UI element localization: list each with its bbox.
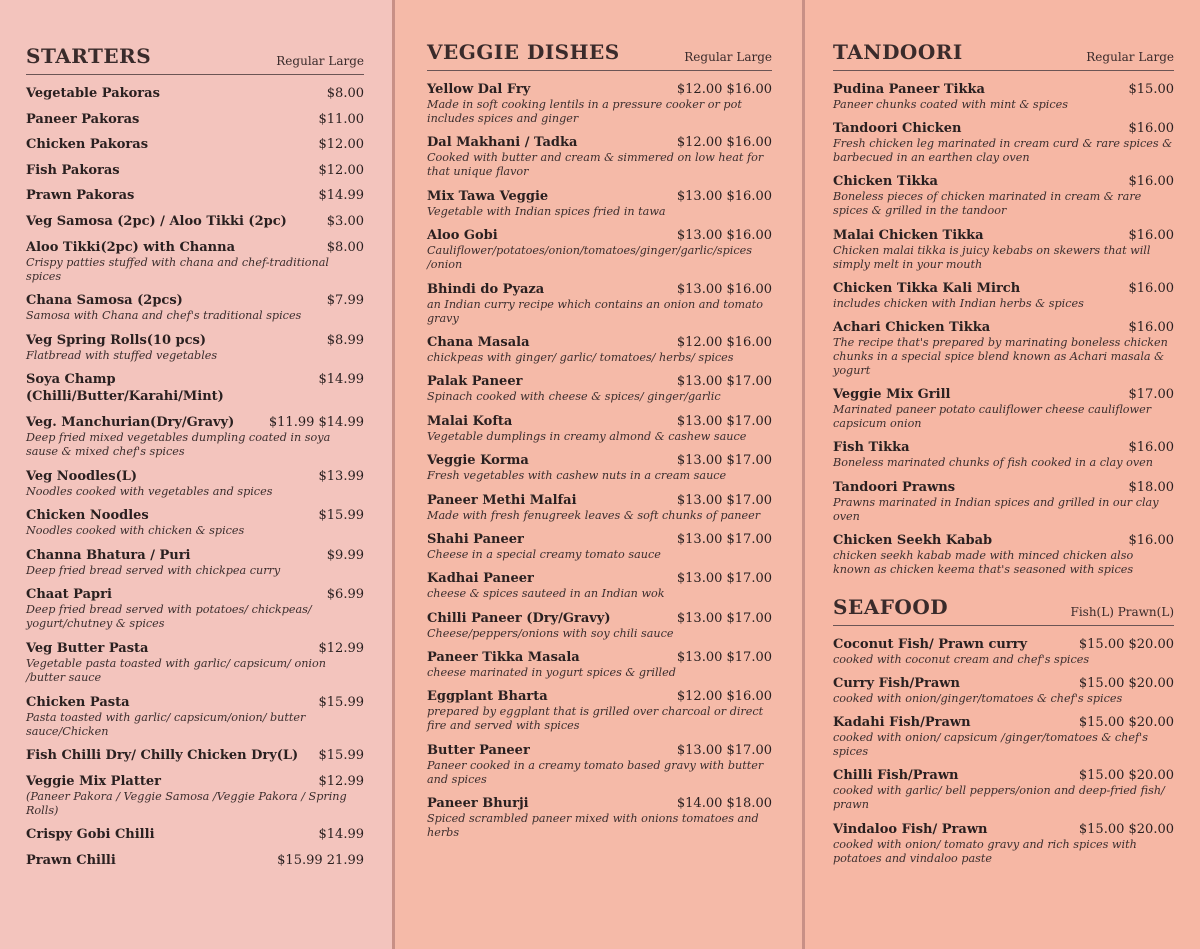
menu-item-name: Paneer Tikka Masala xyxy=(427,650,580,666)
menu-item-row xyxy=(26,826,364,843)
menu-item-row xyxy=(26,773,364,790)
menu-item-row xyxy=(26,332,364,349)
menu-item-description: Vegetable pasta toasted with garlic/ capsicum/ onion /butter sauce xyxy=(26,656,326,684)
menu-item-description: Made with fresh fenugreek leaves & soft chunks of paneer xyxy=(427,508,761,522)
menu-item-price: $15.00 $20.00 xyxy=(1078,715,1174,731)
menu-item-row xyxy=(833,386,1174,403)
menu-item-row xyxy=(26,187,364,204)
menu-item-price: $13.00 $16.00 xyxy=(676,281,772,297)
menu-item-row xyxy=(833,636,1174,653)
menu-item-row xyxy=(833,714,1174,731)
seafood-list xyxy=(833,636,1174,866)
menu-item-price: $12.00 xyxy=(318,137,364,153)
menu-item-row xyxy=(427,742,772,759)
menu-item-price: $13.00 $17.00 xyxy=(676,492,772,508)
menu-item xyxy=(26,586,364,631)
menu-item xyxy=(833,386,1174,431)
menu-item-price: $12.00 $16.00 xyxy=(676,334,772,350)
menu-item xyxy=(26,111,364,128)
menu-item xyxy=(833,120,1174,165)
menu-item xyxy=(26,694,364,739)
menu-item xyxy=(26,640,364,685)
menu-item xyxy=(26,292,364,323)
menu-item-price: $7.99 xyxy=(326,293,364,309)
menu-item xyxy=(427,610,772,641)
menu-item xyxy=(26,213,364,230)
section-columns: Regular Large xyxy=(276,54,364,68)
menu-item xyxy=(833,81,1174,112)
menu-item-price: $14.99 xyxy=(318,827,364,843)
menu-item-price: $15.99 21.99 xyxy=(277,852,364,868)
menu-item xyxy=(26,414,364,459)
menu-item-description: Noodles cooked with chicken & spices xyxy=(26,524,245,538)
menu-item-name: Mix Tawa Veggie xyxy=(427,188,549,204)
menu-item-row xyxy=(427,373,772,390)
menu-item-price: $13.00 $17.00 xyxy=(676,610,772,626)
menu-item-name: Eggplant Bharta xyxy=(427,689,548,705)
menu-item-description: Cheese in a special creamy tomato sauce xyxy=(427,547,661,561)
menu-item-price: $16.00 xyxy=(1128,227,1174,243)
menu-item-price: $8.99 xyxy=(326,332,364,348)
menu-item-price: $16.00 xyxy=(1128,532,1174,548)
menu-item-name: Veg Spring Rolls(10 pcs) xyxy=(26,332,207,348)
section-title: TANDOORI xyxy=(833,40,963,64)
menu-item-price: $13.00 $16.00 xyxy=(676,228,772,244)
menu-item-description: Chicken malai tikka is juicy kebabs on skewers that will simply melt in your mouth xyxy=(833,243,1151,271)
menu-item-price: $13.00 $17.00 xyxy=(676,413,772,429)
menu-item-price: $8.00 xyxy=(326,86,364,101)
menu-item-name: Veg Noodles(L) xyxy=(26,468,138,484)
menu-item-price: $14.99 xyxy=(318,372,364,388)
menu-item-description: Boneless marinated chunks of fish cooked in a clay oven xyxy=(833,456,1153,470)
menu-item-name: Veg. Manchurian(Dry/Gravy) xyxy=(26,414,235,430)
menu-item-name: Tandoori Chicken xyxy=(833,121,962,137)
menu-item-description: cooked with onion/ tomato gravy and rich spices with potatoes and vindaloo paste xyxy=(833,837,1137,865)
menu-item-price: $3.00 xyxy=(326,213,364,229)
menu-item xyxy=(833,714,1174,759)
menu-item-description: Prawns marinated in Indian spices and grilled in our clay oven xyxy=(833,495,1159,523)
menu-item-row xyxy=(833,120,1174,137)
menu-item-name: Chicken Seekh Kabab xyxy=(833,532,993,548)
menu-item-price: $13.00 $17.00 xyxy=(676,531,772,547)
menu-item-description: cooked with onion/ capsicum /ginger/tomatoes & chef's spices xyxy=(833,731,1148,759)
menu-item-name: Butter Paneer xyxy=(427,742,530,758)
menu-item xyxy=(427,227,772,272)
menu-item-name: Chilli Fish/Prawn xyxy=(833,768,959,784)
menu-item-description: Cauliflower/potatoes/onion/tomatoes/ginger/garlic/spices /onion xyxy=(427,244,752,272)
menu-item-row xyxy=(26,136,364,153)
menu-item-description: Cheese/peppers/onions with soy chili sauce xyxy=(427,626,674,640)
menu-item-description: Vegetable dumplings in creamy almond & cashew sauce xyxy=(427,429,747,443)
menu-item-row xyxy=(427,81,772,98)
menu-item-name: Kadahi Fish/Prawn xyxy=(833,715,971,731)
menu-item-name: Chicken Tikka xyxy=(833,174,938,190)
menu-item-name: Chicken Pasta xyxy=(26,694,130,710)
menu-item-name: Chaat Papri xyxy=(26,587,112,603)
menu-item-row xyxy=(26,747,364,764)
menu-item-row xyxy=(427,413,772,430)
menu-item-row xyxy=(833,532,1174,549)
menu-item-description: chickpeas with ginger/ garlic/ tomatoes/ herbs/ spices xyxy=(427,350,734,364)
menu-item-name: Chicken Tikka Kali Mirch xyxy=(833,280,1021,296)
menu-item-row xyxy=(427,281,772,298)
menu-item-description: Deep fried mixed vegetables dumpling coated in soya sause & mixed chef's spices xyxy=(26,430,331,458)
tandoori-list xyxy=(833,81,1174,577)
menu-item-price: $16.00 xyxy=(1128,440,1174,456)
menu-item-price: $15.99 xyxy=(318,508,364,524)
menu-item-description: Pasta toasted with garlic/ capsicum/onion/ butter sauce/Chicken xyxy=(26,710,306,738)
menu-item-name: Fish Tikka xyxy=(833,440,910,456)
menu-item-name: Veggie Mix Grill xyxy=(833,387,951,403)
seafood-header xyxy=(833,595,1174,626)
menu-item-price: $18.00 xyxy=(1128,479,1174,495)
menu-item-description: Spiced scrambled paneer mixed with onions tomatoes and herbs xyxy=(427,812,759,840)
menu-item-name: Chicken Noodles xyxy=(26,508,149,524)
menu-item-row xyxy=(833,81,1174,98)
menu-item-row xyxy=(427,188,772,205)
menu-item xyxy=(26,136,364,153)
menu-item-name: Veg Samosa (2pc) / Aloo Tikki (2pc) xyxy=(26,213,287,229)
menu-item-row xyxy=(26,414,364,431)
menu-item xyxy=(833,821,1174,866)
menu-item xyxy=(427,570,772,601)
menu-item-price: $15.00 $20.00 xyxy=(1078,768,1174,784)
menu-item xyxy=(26,162,364,179)
menu-item-name: Prawn Pakoras xyxy=(26,188,135,204)
menu-item-name: Yellow Dal Fry xyxy=(427,82,531,97)
menu-item-price: $16.00 xyxy=(1128,174,1174,190)
menu-item-price: $15.99 xyxy=(318,694,364,710)
section-columns: Regular Large xyxy=(1086,50,1174,64)
menu-item-name: Channa Bhatura / Puri xyxy=(26,547,191,563)
menu-item-price: $12.00 xyxy=(318,162,364,178)
menu-item-description: Spinach cooked with cheese & spices/ ginger/garlic xyxy=(427,390,721,404)
menu-item-description: Flatbread with stuffed vegetables xyxy=(26,348,218,362)
menu-item-description: Samosa with Chana and chef's traditional spices xyxy=(26,309,302,323)
menu-item xyxy=(427,649,772,680)
starters-list xyxy=(26,85,364,869)
menu-item-row xyxy=(26,213,364,230)
menu-item-price: $15.00 $20.00 xyxy=(1078,636,1174,652)
menu-item-row xyxy=(427,795,772,812)
menu-item-row xyxy=(26,162,364,179)
menu-item-description: Paneer chunks coated with mint & spices xyxy=(833,98,1068,111)
menu-item-description: Noodles cooked with vegetables and spices xyxy=(26,484,273,498)
section-title: STARTERS xyxy=(26,44,152,68)
menu-item xyxy=(833,173,1174,218)
menu-item-description: Fresh chicken leg marinated in cream curd & rare spices & barbecued in an earthen clay oven xyxy=(833,137,1173,165)
menu-item-name: Pudina Paneer Tikka xyxy=(833,82,985,97)
menu-item-description: cooked with coconut cream and chef's spices xyxy=(833,652,1090,666)
menu-item-name: Achari Chicken Tikka xyxy=(833,319,991,335)
menu-item xyxy=(26,826,364,843)
menu-item-row xyxy=(833,675,1174,692)
veggie-panel xyxy=(395,0,802,949)
menu-item-description: an Indian curry recipe which contains an onion and tomato gravy xyxy=(427,297,764,325)
menu-item xyxy=(26,239,364,284)
menu-item-row xyxy=(26,239,364,256)
menu-item-name: Veggie Mix Platter xyxy=(26,773,161,789)
menu-item xyxy=(26,547,364,578)
menu-item-row xyxy=(26,371,364,405)
menu-item xyxy=(427,373,772,404)
menu-item-name: Bhindi do Pyaza xyxy=(427,281,545,297)
menu-item-name: Fish Pakoras xyxy=(26,162,120,178)
menu-item-name: Malai Chicken Tikka xyxy=(833,227,984,243)
menu-item xyxy=(427,334,772,365)
menu-item-row xyxy=(833,439,1174,456)
menu-item-description: Cooked with butter and cream & simmered on low heat for that unique flavor xyxy=(427,151,764,179)
menu-item-price: $14.00 $18.00 xyxy=(676,796,772,812)
menu-item-price: $16.00 xyxy=(1128,319,1174,335)
menu-item-row xyxy=(833,767,1174,784)
menu-item xyxy=(427,492,772,523)
menu-item-description: Made in soft cooking lentils in a pressure cooker or pot includes spices and ginger xyxy=(427,98,742,125)
menu-item-price: $12.00 $16.00 xyxy=(676,135,772,151)
menu-item-row xyxy=(427,570,772,587)
menu-item-row xyxy=(833,479,1174,496)
menu-item xyxy=(26,468,364,499)
tandoori-seafood-panel xyxy=(805,0,1200,949)
menu-item xyxy=(427,188,772,219)
section-title: VEGGIE DISHES xyxy=(427,40,620,64)
menu-item xyxy=(427,134,772,179)
menu-item-description: cheese & spices sauteed in an Indian wok xyxy=(427,587,665,601)
menu-item-name: Chicken Pakoras xyxy=(26,137,149,153)
menu-item xyxy=(833,227,1174,272)
menu-item-name: Paneer Pakoras xyxy=(26,111,140,127)
veggie-header xyxy=(427,40,772,71)
menu-item xyxy=(833,675,1174,706)
menu-item-row xyxy=(427,688,772,705)
menu-item-price: $15.00 xyxy=(1128,82,1174,97)
menu-item-price: $11.00 xyxy=(318,111,364,127)
menu-item-price: $15.00 $20.00 xyxy=(1078,676,1174,692)
menu-item-row xyxy=(427,134,772,151)
menu-item-description: cooked with onion/ginger/tomatoes & chef's spices xyxy=(833,692,1123,706)
menu-item-price: $12.99 xyxy=(318,640,364,656)
menu-item-description: The recipe that's prepared by marinating boneless chicken chunks in a special spice blend known as Achari masala & yogurt xyxy=(833,335,1168,377)
menu-item-row xyxy=(26,694,364,711)
menu-item-name: Veg Butter Pasta xyxy=(26,640,149,656)
menu-item-price: $16.00 xyxy=(1128,280,1174,296)
starters-header xyxy=(26,44,364,75)
menu-item xyxy=(833,532,1174,577)
menu-item-name: Curry Fish/Prawn xyxy=(833,676,960,692)
menu-item-name: Aloo Gobi xyxy=(427,228,498,244)
menu-item-row xyxy=(427,610,772,627)
menu-item-price: $12.00 $16.00 xyxy=(676,82,772,97)
menu-item-name: Aloo Tikki(2pc) with Channa xyxy=(26,239,235,255)
menu-item xyxy=(26,747,364,764)
menu-item-name: Chana Masala xyxy=(427,334,530,350)
menu-item-row xyxy=(26,640,364,657)
menu-item xyxy=(427,281,772,326)
section-title: SEAFOOD xyxy=(833,594,949,619)
menu-item xyxy=(26,332,364,363)
menu-item-name: Veggie Korma xyxy=(427,453,529,469)
menu-item-price: $13.00 $17.00 xyxy=(676,742,772,758)
menu-item xyxy=(26,852,364,869)
menu-item-price: $13.00 $17.00 xyxy=(676,453,772,469)
menu-item-row xyxy=(26,507,364,524)
menu-item-name: Malai Kofta xyxy=(427,413,513,429)
menu-item-row xyxy=(26,468,364,485)
menu-item xyxy=(427,452,772,483)
menu-item-row xyxy=(26,111,364,128)
menu-item xyxy=(26,187,364,204)
menu-item-row xyxy=(427,649,772,666)
menu-item xyxy=(427,795,772,840)
menu-item-price: $11.99 $14.99 xyxy=(268,414,364,430)
menu-item xyxy=(833,439,1174,470)
menu-item-name: Crispy Gobi Chilli xyxy=(26,827,155,843)
menu-item xyxy=(26,507,364,538)
menu-item xyxy=(427,531,772,562)
menu-item-price: $13.00 $17.00 xyxy=(676,374,772,390)
menu-item-row xyxy=(833,173,1174,190)
menu-item-row xyxy=(427,334,772,351)
menu-item xyxy=(833,319,1174,378)
menu-item-name: Coconut Fish/ Prawn curry xyxy=(833,636,1028,652)
menu-item xyxy=(833,636,1174,667)
menu-item-description: cooked with garlic/ bell peppers/onion and deep-fried fish/ prawn xyxy=(833,784,1165,812)
menu-item-name: Dal Makhani / Tadka xyxy=(427,135,578,151)
menu-item-price: $12.00 $16.00 xyxy=(676,689,772,705)
menu-item-price: $9.99 xyxy=(326,547,364,563)
menu-item-name: Vegetable Pakoras xyxy=(26,86,160,101)
menu-item-name: Soya Champ (Chilli/Butter/Karahi/Mint) xyxy=(26,372,224,405)
menu-item-description: Boneless pieces of chicken marinated in cream & rare spices & grilled in the tandoor xyxy=(833,190,1142,218)
menu-item-price: $15.99 xyxy=(318,748,364,764)
menu-item-description: prepared by eggplant that is grilled over charcoal or direct fire and served with spices xyxy=(427,705,764,733)
menu-item-price: $15.00 $20.00 xyxy=(1078,821,1174,837)
menu-item-name: Palak Paneer xyxy=(427,374,523,390)
menu-item xyxy=(833,767,1174,812)
menu-item-name: Shahi Paneer xyxy=(427,531,524,547)
menu-item-description: Vegetable with Indian spices fried in tawa xyxy=(427,204,666,218)
starters-panel xyxy=(0,0,392,949)
menu-item-name: Chilli Paneer (Dry/Gravy) xyxy=(427,610,611,626)
menu-item-price: $13.00 $16.00 xyxy=(676,188,772,204)
menu-item xyxy=(427,742,772,787)
menu-item-row xyxy=(833,319,1174,336)
menu-item xyxy=(833,280,1174,311)
menu-item xyxy=(427,413,772,444)
menu-item xyxy=(26,773,364,818)
menu-item-name: Paneer Methi Malfai xyxy=(427,492,577,508)
menu-item-row xyxy=(427,452,772,469)
menu-item-price: $13.99 xyxy=(318,468,364,484)
menu-item-name: Chana Samosa (2pcs) xyxy=(26,293,183,309)
menu-item xyxy=(427,81,772,126)
menu-item-name: Tandoori Prawns xyxy=(833,479,956,495)
menu-item-price: $17.00 xyxy=(1128,387,1174,403)
veggie-list xyxy=(427,81,772,840)
menu-item xyxy=(26,85,364,102)
menu-item-row xyxy=(427,492,772,509)
menu-item-row xyxy=(833,280,1174,297)
menu-item-row xyxy=(833,227,1174,244)
menu-item-description: (Paneer Pakora / Veggie Samosa /Veggie Pakora / Spring Rolls) xyxy=(26,789,347,817)
menu-item-price: $13.00 $17.00 xyxy=(676,571,772,587)
menu-item-description: Paneer cooked in a creamy tomato based gravy with butter and spices xyxy=(427,758,764,786)
menu-item-description: Marinated paneer potato cauliflower cheese cauliflower capsicum onion xyxy=(833,403,1152,431)
menu-item-row xyxy=(26,586,364,603)
menu-item xyxy=(833,479,1174,524)
menu-item-row xyxy=(26,292,364,309)
menu-item-description: Deep fried bread served with potatoes/ chickpeas/ yogurt/chutney & spices xyxy=(26,603,312,631)
menu-item-description: cheese marinated in yogurt spices & grilled xyxy=(427,666,676,680)
menu-item-description: chicken seekh kabab made with minced chicken also known as chicken keema that's seasoned with spices xyxy=(833,548,1134,576)
menu-item-price: $16.00 xyxy=(1128,121,1174,137)
menu-item-price: $14.99 xyxy=(318,188,364,204)
menu-item xyxy=(427,688,772,733)
menu-item-row xyxy=(26,85,364,102)
menu-item-description: Fresh vegetables with cashew nuts in a cream sauce xyxy=(427,469,727,483)
menu-item-name: Prawn Chilli xyxy=(26,852,116,868)
menu-item-price: $12.99 xyxy=(318,773,364,789)
menu-item-price: $8.00 xyxy=(326,239,364,255)
menu-item-name: Fish Chilli Dry/ Chilly Chicken Dry(L) xyxy=(26,748,299,764)
menu-item-row xyxy=(26,547,364,564)
tandoori-header xyxy=(833,40,1174,71)
menu-item-row xyxy=(26,852,364,869)
menu-item-name: Paneer Bhurji xyxy=(427,796,529,812)
menu-item-price: $6.99 xyxy=(326,587,364,603)
menu-item-name: Kadhai Paneer xyxy=(427,571,534,587)
menu-item-name: Vindaloo Fish/ Prawn xyxy=(833,821,988,837)
section-columns: Fish(L) Prawn(L) xyxy=(1070,604,1174,619)
menu-item-row xyxy=(427,531,772,548)
menu-item-description: Deep fried bread served with chickpea curry xyxy=(26,563,281,577)
menu-item-description: Crispy patties stuffed with chana and chef-traditional spices xyxy=(26,255,329,283)
section-columns: Regular Large xyxy=(684,50,772,64)
menu-item-row xyxy=(833,821,1174,838)
menu-item xyxy=(26,371,364,405)
menu-item-description: includes chicken with Indian herbs & spices xyxy=(833,296,1084,310)
menu-item-price: $13.00 $17.00 xyxy=(676,650,772,666)
menu-item-row xyxy=(427,227,772,244)
